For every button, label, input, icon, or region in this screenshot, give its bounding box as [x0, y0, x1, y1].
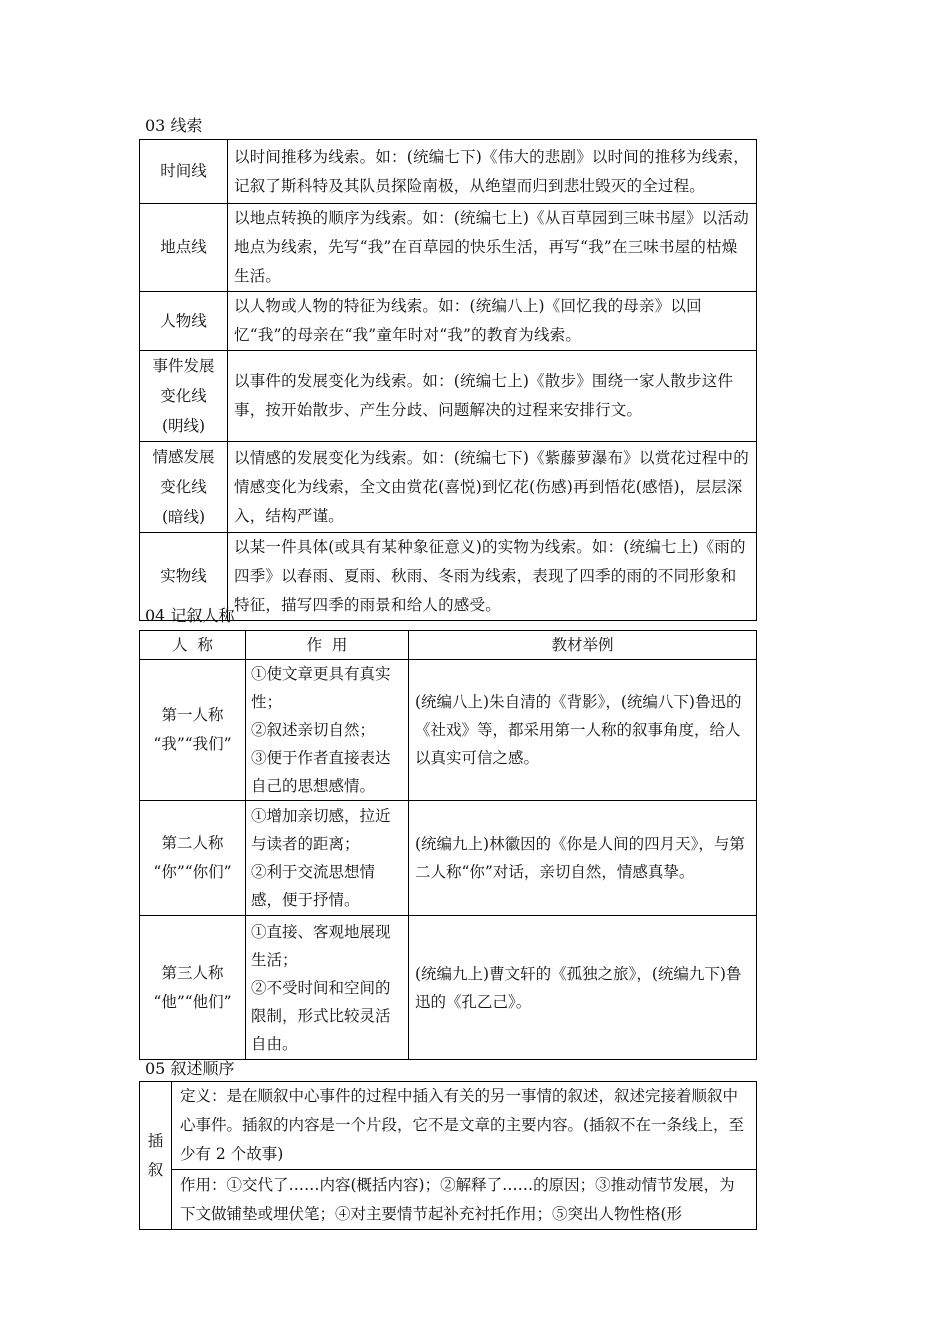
person-example: (统编九上)曹文轩的《孤独之旅》，(统编九下)鲁迅的《孔乙己》。: [409, 916, 757, 1060]
table-row: [140, 442, 757, 533]
clue-text: 以地点转换的顺序为线索。如：(统编七上)《从百草园到三味书屋》以活动地点为线索，先写“我”在百草园的快乐生活，再写“我”在三味书屋的枯燥生活。: [228, 204, 757, 292]
insertion-definition: 定义：是在顺叙中心事件的过程中插入有关的另一事情的叙述，叙述完接着顺叙中心事件。插叙的内容是一个片段，它不是文章的主要内容。(插叙不在一条线上，至少有 2 个故事): [172, 1082, 757, 1170]
section-title-clues: 03 线索: [145, 116, 203, 135]
person-example: (统编八上)朱自清的《背影》，(统编八下)鲁迅的《社戏》等，都采用第一人称的叙事角度，给人以真实可信之感。: [409, 660, 757, 801]
section-title-narrative-person: 04 记叙人称: [145, 606, 235, 625]
column-header-person: 人 称: [140, 631, 246, 660]
clue-text: 以事件的发展变化为线索。如：(统编七上)《散步》围绕一家人散步这件事，按开始散步、产生分歧、问题解决的过程来安排行文。: [228, 351, 757, 442]
clue-text: 以时间推移为线索。如：(统编七下)《伟大的悲剧》以时间的推移为线索，记叙了斯科特及其队员探险南极，从绝望而归到悲壮毁灭的全过程。: [228, 140, 757, 204]
clue-label: 人物线: [140, 292, 228, 351]
person-label: 第二人称 “你”“你们”: [140, 801, 246, 916]
section-title-narrative-order: 05 叙述顺序: [145, 1059, 235, 1078]
table-row: [140, 351, 757, 442]
table-row: [140, 660, 757, 801]
table-row: [140, 292, 757, 351]
insertion-label: 插 叙: [140, 1082, 172, 1230]
table-header-row: [140, 631, 757, 660]
table-row: [140, 1170, 757, 1230]
person-effect: ①直接、客观地展现生活； ②不受时间和空间的限制，形式比较灵活自由。: [246, 916, 409, 1060]
clue-label: 实物线: [140, 533, 228, 621]
narrative-person-table: [139, 630, 757, 1060]
narrative-order-table: [139, 1081, 757, 1230]
clue-text: 以情感的发展变化为线索。如：(统编七下)《紫藤萝瀑布》以赏花过程中的情感变化为线索，全文由赏花(喜悦)到忆花(伤感)再到悟花(感悟)，层层深入，结构严谨。: [228, 442, 757, 533]
clue-label: 地点线: [140, 204, 228, 292]
table-row: [140, 801, 757, 916]
insertion-function: 作用：①交代了……内容(概括内容)；②解释了……的原因；③推动情节发展，为下文做铺垫或埋伏笔；④对主要情节起补充衬托作用；⑤突出人物性格(形: [172, 1170, 757, 1230]
person-effect: ①使文章更具有真实性； ②叙述亲切自然； ③便于作者直接表达自己的思想感情。: [246, 660, 409, 801]
person-label: 第一人称 “我”“我们”: [140, 660, 246, 801]
clue-label: 事件发展 变化线 (明线): [140, 351, 228, 442]
table-row: [140, 204, 757, 292]
table-row: [140, 916, 757, 1060]
clue-text: 以某一件具体(或具有某种象征意义)的实物为线索。如：(统编七上)《雨的四季》以春雨、夏雨、秋雨、冬雨为线索，表现了四季的雨的不同形象和特征，描写四季的雨景和给人的感受。: [228, 533, 757, 621]
clue-label: 情感发展 变化线 (暗线): [140, 442, 228, 533]
clues-table: [139, 139, 757, 621]
column-header-example: 教材举例: [409, 631, 757, 660]
clue-text: 以人物或人物的特征为线索。如：(统编八上)《回忆我的母亲》以回忆“我”的母亲在“我”童年时对“我”的教育为线索。: [228, 292, 757, 351]
person-example: (统编九上)林徽因的《你是人间的四月天》，与第二人称“你”对话，亲切自然，情感真挚。: [409, 801, 757, 916]
column-header-effect: 作 用: [246, 631, 409, 660]
person-label: 第三人称 “他”“他们”: [140, 916, 246, 1060]
table-row: [140, 140, 757, 204]
clue-label: 时间线: [140, 140, 228, 204]
person-effect: ①增加亲切感，拉近与读者的距离； ②利于交流思想情感，便于抒情。: [246, 801, 409, 916]
table-row: [140, 1082, 757, 1170]
